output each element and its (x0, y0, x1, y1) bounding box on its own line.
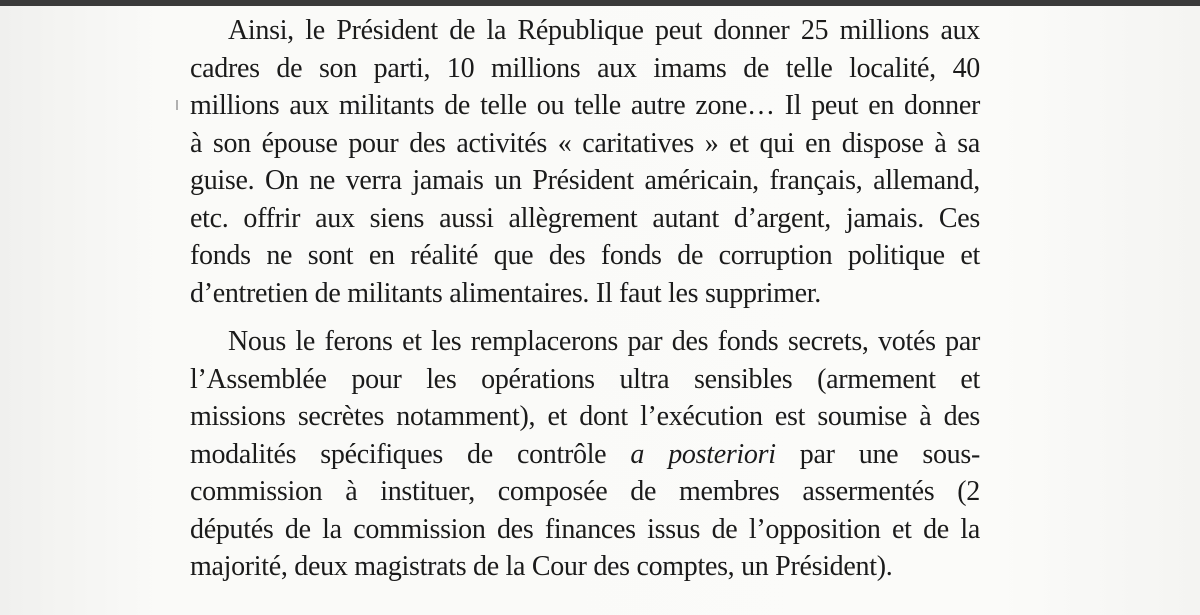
text-line: commission à instituer, composée de membres assermentés (2 (190, 476, 980, 507)
text-line: etc. offrir aux siens aussi allègrement autant d’argent, jamais. Ces (190, 202, 980, 234)
paragraph-1 (190, 12, 980, 312)
text-line: missions secrètes notamment), et dont l’exécution est soumise à des (190, 401, 980, 432)
text-line (190, 436, 980, 474)
text-line: Ainsi, le Président de la République peut donner 25 millions aux (228, 15, 980, 46)
text-line: fonds ne sont en réalité que des fonds de corruption politique et (190, 240, 980, 271)
text-fragment: modalités spécifiques de contrôle (190, 438, 607, 470)
text-line: d’entretien de militants alimentaires. Il faut les supprimer. (190, 277, 821, 309)
text-line: cadres de son parti, 10 millions aux imams de telle localité, 40 (190, 52, 980, 84)
text-line: députés de la commission des finances issus de l’opposition et de la (190, 513, 980, 545)
text-line: Nous le ferons et les remplacerons par des fonds secrets, votés par (228, 326, 980, 357)
text-line: l’Assemblée pour les opérations ultra sensibles (armement et (190, 363, 980, 395)
top-edge (0, 0, 1200, 6)
text-body (190, 12, 980, 586)
text-fragment: par une sous- (799, 438, 980, 470)
text-line: majorité, deux magistrats de la Cour des comptes, un Président). (190, 551, 893, 582)
text-line: à son épouse pour des activités « caritatives » et qui en dispose à sa (190, 127, 980, 159)
paragraph-2 (190, 323, 980, 586)
text-line: millions aux militants de telle ou telle autre zone… Il peut en donner (190, 90, 980, 121)
italic-phrase: a posteriori (630, 438, 776, 470)
text-line: guise. On ne verra jamais un Président américain, français, allemand, (190, 165, 980, 196)
margin-mark (176, 100, 178, 110)
